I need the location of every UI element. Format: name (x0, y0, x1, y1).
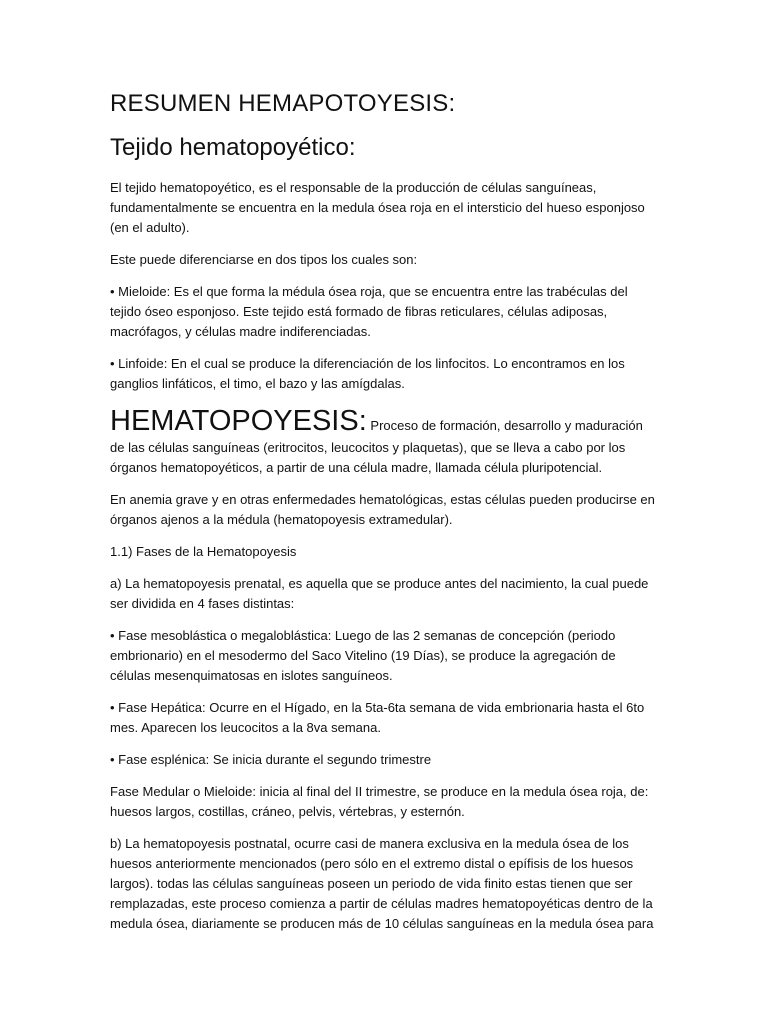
paragraph-prenatal: a) La hematopoyesis prenatal, es aquella que se produce antes del nacimiento, la cual puede ser dividida en 4 fases distintas: (110, 576, 649, 611)
section-heading-tejido: Tejido hematopoyético: (110, 134, 356, 161)
paragraph-fases-title: 1.1) Fases de la Hematopoyesis (110, 544, 297, 559)
paragraph-hematopoyesis (110, 404, 658, 478)
hematopoyesis-definition: Proceso de formación, desarrollo y maduración de las células sanguíneas (eritrocitos, leucocitos y plaquetas), que se lleva a cabo por los órganos hematopoyéticos, a partir de una célula madre, llamada célula pluripotencial. (110, 418, 643, 475)
paragraph-fase-esplenica: • Fase esplénica: Se inicia durante el segundo trimestre (110, 752, 432, 767)
paragraph-anemia: En anemia grave y en otras enfermedades hematológicas, estas células pueden producirse en órganos ajenos a la médula (hematopoyesis extramedular). (110, 492, 655, 527)
paragraph-fase-medular: Fase Medular o Mieloide: inicia al final del II trimestre, se produce en la medula ósea roja, de: huesos largos, costillas, cráneo, pelvis, vértebras, y esternón. (110, 784, 649, 819)
paragraph-fase-hepatica: • Fase Hepática: Ocurre en el Hígado, en la 5ta-6ta semana de vida embrionaria hasta el 6to mes. Aparecen los leucocitos a la 8va semana. (110, 700, 645, 735)
document-page (110, 88, 658, 946)
document-title: RESUMEN HEMAPOTOYESIS: (110, 90, 456, 117)
paragraph-fase-mesoblastica: • Fase mesoblástica o megaloblástica: Luego de las 2 semanas de concepción (periodo embrionario) en el mesodermo del Saco Vitelino (19 Días), se produce la agregación de células mesenquimatosas en islotes sanguíneos. (110, 628, 616, 683)
paragraph-intro: El tejido hematopoyético, es el responsable de la producción de células sanguíneas, fundamentalmente se encuentra en la medula ósea roja en el intersticio del hueso esponjoso (en el adulto). (110, 180, 645, 235)
paragraph-linfoide: • Linfoide: En el cual se produce la diferenciación de los linfocitos. Lo encontramos en los ganglios linfáticos, el timo, el bazo y las amígdalas. (110, 356, 625, 391)
paragraph-postnatal: b) La hematopoyesis postnatal, ocurre casi de manera exclusiva en la medula ósea de los huesos anteriormente mencionados (pero sólo en el extremo distal o epífisis de los huesos largos). todas las células sanguíneas poseen un periodo de vida finito estas tienen que ser remplazadas, este proceso comienza a partir de células madres hematopoyéticas dentro de la medula ósea, diariamente se producen más de 10 células sanguíneas en la medula ósea para (110, 836, 654, 931)
paragraph-mieloide: • Mieloide: Es el que forma la médula ósea roja, que se encuentra entre las trabéculas del tejido óseo esponjoso. Este tejido está formado de fibras reticulares, células adiposas, macrófagos, y células madre indiferenciadas. (110, 284, 628, 339)
hematopoyesis-heading: HEMATOPOYESIS: (110, 405, 367, 437)
paragraph-tipos: Este puede diferenciarse en dos tipos los cuales son: (110, 252, 418, 267)
